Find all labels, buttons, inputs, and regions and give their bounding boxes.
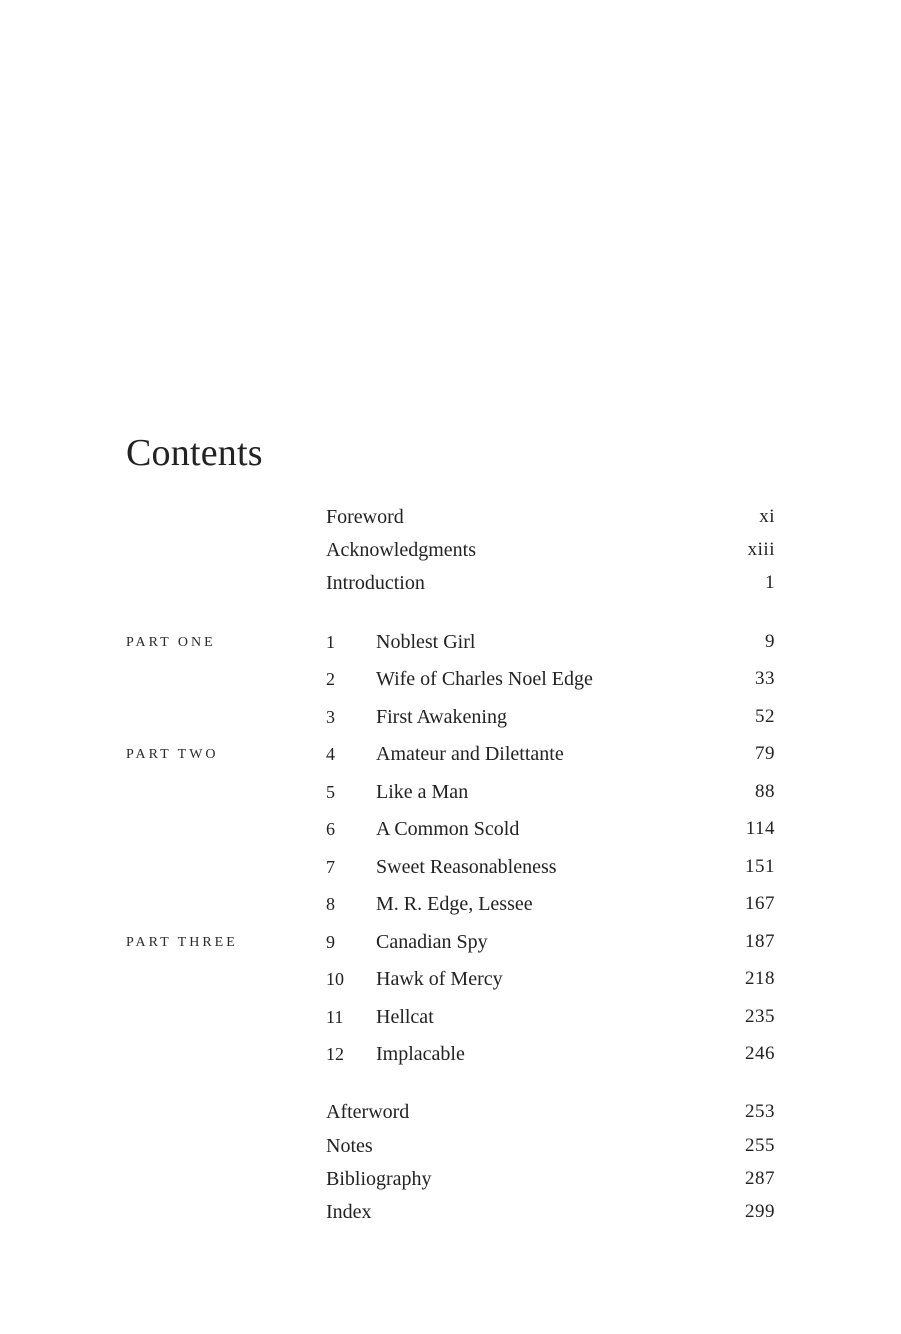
entry-page: 88 [755,781,775,802]
chapter-number: 3 [326,707,335,727]
entry-page: 218 [745,968,775,989]
chapter-number: 6 [326,819,335,839]
toc-chapter-8[interactable] [0,890,901,918]
chapter-title: First Awakening [376,706,507,728]
page-title: Contents [126,432,263,474]
entry-page: 246 [745,1043,775,1064]
entry-title: Introduction [326,572,425,594]
entry-title: Acknowledgments [326,539,476,561]
entry-page: 287 [745,1168,775,1189]
entry-page: 253 [745,1101,775,1122]
chapter-number: 9 [326,932,335,952]
chapter-title: Hellcat [376,1006,434,1028]
chapter-title: Wife of Charles Noel Edge [376,668,593,690]
entry-page: xiii [747,539,775,560]
chapter-number: 10 [326,969,344,989]
entry-title: Index [326,1201,372,1223]
toc-chapter-10[interactable] [0,965,901,993]
chapter-title: Canadian Spy [376,931,488,953]
part-label: PART TWO [126,747,219,762]
toc-entry-introduction[interactable] [0,569,901,597]
entry-page: 151 [745,856,775,877]
entry-page: 255 [745,1135,775,1156]
entry-page: 52 [755,706,775,727]
toc-chapter-1[interactable] [0,628,901,656]
entry-page: 187 [745,931,775,952]
entry-title: Bibliography [326,1168,432,1190]
chapter-title: Hawk of Mercy [376,968,503,990]
toc-entry-foreword[interactable] [0,503,901,531]
chapter-title: A Common Scold [376,818,520,840]
chapter-title: Sweet Reasonableness [376,856,557,878]
entry-page: 79 [755,743,775,764]
toc-entry-acknowledgments[interactable] [0,536,901,564]
toc-chapter-3[interactable] [0,703,901,731]
toc-chapter-4[interactable] [0,740,901,768]
chapter-number: 5 [326,782,335,802]
toc-chapter-11[interactable] [0,1003,901,1031]
entry-title: Afterword [326,1101,410,1123]
toc-entry-index[interactable] [0,1198,901,1226]
chapter-title: Implacable [376,1043,465,1065]
chapter-number: 11 [326,1007,344,1027]
chapter-title: Like a Man [376,781,469,803]
entry-page: 33 [755,668,775,689]
entry-page: 9 [765,631,775,652]
toc-chapter-12[interactable] [0,1040,901,1068]
entry-page: xi [759,506,775,527]
entry-page: 299 [745,1201,775,1222]
chapter-number: 1 [326,632,335,652]
toc-chapter-7[interactable] [0,853,901,881]
chapter-number: 8 [326,894,335,914]
chapter-title: Noblest Girl [376,631,476,653]
chapter-title: M. R. Edge, Lessee [376,893,533,915]
toc-entry-afterword[interactable] [0,1098,901,1126]
part-label: PART THREE [126,935,238,950]
chapter-number: 7 [326,857,335,877]
chapter-title: Amateur and Dilettante [376,743,564,765]
toc-chapter-5[interactable] [0,778,901,806]
toc-entry-notes[interactable] [0,1132,901,1160]
toc-chapter-6[interactable] [0,815,901,843]
entry-page: 167 [745,893,775,914]
toc-chapter-9[interactable] [0,928,901,956]
entry-page: 1 [765,572,775,593]
entry-title: Foreword [326,506,404,528]
chapter-number: 12 [326,1044,344,1064]
entry-page: 235 [745,1006,775,1027]
toc-entry-bibliography[interactable] [0,1165,901,1193]
entry-title: Notes [326,1135,373,1157]
chapter-number: 2 [326,669,335,689]
toc-chapter-2[interactable] [0,665,901,693]
part-label: PART ONE [126,635,216,650]
entry-page: 114 [745,818,775,839]
chapter-number: 4 [326,744,335,764]
